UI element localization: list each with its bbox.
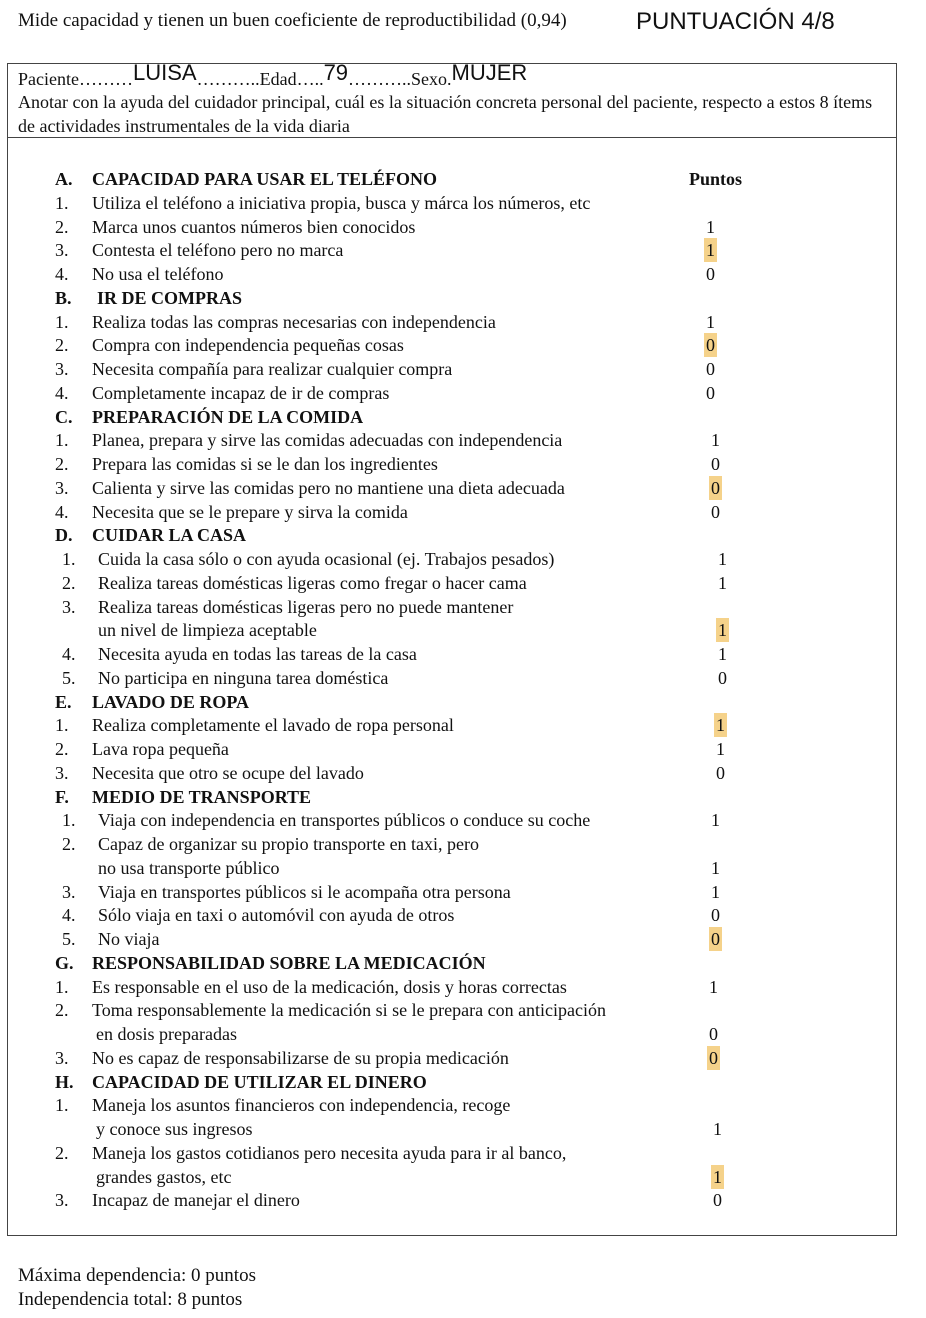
section-title: LAVADO DE ROPA (92, 691, 250, 712)
item-number: 2. (55, 739, 69, 759)
patient-line (18, 60, 528, 91)
item-text: Necesita que otro se ocupe del lavado (92, 762, 364, 783)
item-text: Es responsable en el uso de la medicación, dosis y horas correctas (92, 976, 567, 997)
scale-description: Mide capacidad y tienen un buen coeficiente de reproductibilidad (0,94) (18, 10, 567, 31)
item-number: 1. (55, 715, 69, 736)
item-number: 3. (55, 762, 69, 783)
selected-points: 1 (713, 1166, 722, 1187)
label-edad: Edad….. (259, 69, 324, 89)
item-number: 1. (55, 192, 69, 213)
item-points: 1 (706, 216, 715, 237)
item-number: 4. (62, 644, 76, 664)
footer-max-dependence: Máxima dependencia: 0 puntos (18, 1265, 256, 1286)
item-text: Realiza todas las compras necesarias con independencia (92, 311, 496, 332)
item-points: 1 (718, 549, 727, 569)
section-letter: F. (55, 786, 69, 807)
item-number: 3. (55, 240, 69, 261)
item-points: 1 (706, 311, 715, 332)
item-text: en dosis preparadas (96, 1024, 237, 1044)
item-text: No participa en ninguna tarea doméstica (98, 667, 389, 688)
section-title: CUIDAR LA CASA (92, 525, 247, 546)
item-points: 1 (718, 644, 727, 664)
item-points: 1 (711, 810, 720, 831)
dots-1: ……….. (196, 69, 260, 89)
total-score: PUNTUACIÓN 4/8 (636, 8, 835, 35)
item-text: Toma responsablemente la medicación si se le prepara con anticipación (92, 1000, 607, 1021)
item-points: 0 (706, 264, 715, 284)
item-text: No es capaz de responsabilizarse de su propia medicación (92, 1047, 509, 1068)
item-text: Necesita ayuda en todas las tareas de la casa (98, 644, 417, 664)
item-points: 0 (711, 454, 720, 474)
patient-age: 79 (323, 60, 349, 85)
selected-points: 0 (711, 477, 720, 498)
item-text: Cuida la casa sólo o con ayuda ocasional (ej. Trabajos pesados) (98, 549, 555, 569)
item-text: Planea, prepara y sirve las comidas adecuadas con independencia (92, 430, 563, 451)
item-number: 3. (62, 596, 76, 617)
dots-2: ……….. (348, 69, 412, 89)
item-points: 0 (706, 382, 715, 403)
section-title: MEDIO DE TRANSPORTE (92, 786, 312, 807)
item-text: Maneja los gastos cotidianos pero necesita ayuda para ir al banco, (92, 1142, 567, 1163)
item-text: Contesta el teléfono pero no marca (92, 240, 344, 261)
item-text: no usa transporte público (98, 857, 280, 878)
item-text: No viaja (98, 929, 160, 949)
item-text: Compra con independencia pequeñas cosas (92, 335, 404, 356)
item-text: Lava ropa pequeña (92, 739, 229, 759)
selected-points: 1 (718, 620, 727, 641)
item-text: Calienta y sirve las comidas pero no mantiene una dieta adecuada (92, 477, 565, 498)
item-points: 1 (718, 572, 727, 593)
item-number: 3. (55, 359, 69, 379)
item-number: 1. (62, 810, 76, 831)
item-number: 4. (55, 264, 69, 284)
item-text: grandes gastos, etc (96, 1166, 232, 1187)
item-text: Necesita que se le prepare y sirva la comida (92, 501, 408, 522)
item-number: 1. (55, 311, 69, 332)
item-number: 2. (62, 572, 76, 593)
section-title: PREPARACIÓN DE LA COMIDA (92, 406, 364, 427)
item-points: 1 (711, 430, 720, 451)
item-text: y conoce sus ingresos (96, 1119, 253, 1139)
section-letter: B. (55, 287, 72, 308)
item-text: un nivel de limpieza aceptable (98, 620, 317, 641)
item-number: 3. (55, 477, 69, 498)
instructions: Anotar con la ayuda del cuidador principal, cuál es la situación concreta personal del paciente, respecto a estos 8 ítems de actividades instrumentales de la vida diaria (18, 92, 873, 136)
item-number: 5. (62, 929, 76, 949)
item-text: Viaja con independencia en transportes públicos o conduce su coche (98, 810, 591, 831)
item-points: 1 (711, 857, 720, 878)
item-number: 1. (55, 976, 69, 997)
item-points: 1 (711, 881, 720, 902)
item-number: 2. (55, 335, 69, 356)
item-text: Realiza completamente el lavado de ropa personal (92, 715, 454, 736)
selected-points: 0 (711, 929, 720, 949)
item-number: 1. (55, 430, 69, 451)
item-text: Necesita compañía para realizar cualquier compra (92, 359, 453, 379)
item-text: No usa el teléfono (92, 264, 224, 284)
item-number: 4. (55, 501, 69, 522)
item-text: Capaz de organizar su propio transporte en taxi, pero (98, 834, 480, 854)
label-paciente: Paciente……… (18, 69, 133, 89)
item-text: Realiza tareas domésticas ligeras como fregar o hacer cama (98, 572, 527, 593)
patient-name: LUISA (132, 60, 197, 85)
footer-total-independence: Independencia total: 8 puntos (18, 1289, 243, 1310)
selected-points: 1 (706, 240, 715, 261)
item-number: 2. (55, 454, 69, 474)
item-text: Completamente incapaz de ir de compras (92, 382, 390, 403)
section-title: CAPACIDAD PARA USAR EL TELÉFONO (92, 169, 438, 189)
item-points: 0 (709, 1024, 718, 1044)
section-title: RESPONSABILIDAD SOBRE LA MEDICACIÓN (92, 952, 486, 973)
item-text: Sólo viaja en taxi o automóvil con ayuda de otros (98, 905, 455, 926)
section-letter: A. (55, 169, 73, 189)
selected-points: 1 (716, 715, 725, 736)
selected-points: 0 (706, 335, 715, 356)
item-text: Viaja en transportes públicos si le acompaña otra persona (98, 881, 511, 902)
item-points: 1 (713, 1119, 722, 1139)
section-letter: D. (55, 525, 73, 546)
section-title: CAPACIDAD DE UTILIZAR EL DINERO (92, 1071, 427, 1092)
item-text: Prepara las comidas si se le dan los ingredientes (92, 454, 438, 474)
section-letter: C. (55, 406, 73, 427)
item-points: 1 (709, 976, 718, 997)
item-number: 2. (55, 216, 69, 237)
section-title: IR DE COMPRAS (97, 287, 243, 308)
item-number: 3. (62, 881, 76, 902)
item-points: 0 (716, 762, 725, 783)
item-points: 0 (706, 359, 715, 379)
item-points: 0 (711, 501, 720, 522)
item-number: 1. (55, 1095, 69, 1116)
item-number: 2. (55, 1142, 69, 1163)
item-points: 0 (713, 1190, 722, 1211)
label-sexo: Sexo. (411, 69, 452, 89)
item-points: 0 (718, 667, 727, 688)
section-letter: E. (55, 691, 72, 712)
item-text: Utiliza el teléfono a iniciativa propia, busca y márca los números, etc (92, 192, 591, 213)
patient-sex: MUJER (451, 60, 528, 85)
item-number: 2. (55, 1000, 69, 1021)
item-text: Incapaz de manejar el dinero (92, 1190, 300, 1211)
item-number: 5. (62, 667, 76, 688)
item-text: Realiza tareas domésticas ligeras pero no puede mantener (98, 596, 514, 617)
item-number: 4. (62, 905, 76, 926)
section-letter: G. (55, 952, 74, 973)
item-text: Maneja los asuntos financieros con independencia, recoge (92, 1095, 511, 1116)
points-column-header: Puntos (689, 169, 743, 189)
item-points: 1 (716, 739, 725, 759)
section-letter: H. (55, 1071, 74, 1092)
item-number: 1. (62, 549, 76, 569)
item-number: 4. (55, 382, 69, 403)
item-number: 3. (55, 1047, 69, 1068)
selected-points: 0 (709, 1047, 718, 1068)
item-points: 0 (711, 905, 720, 926)
item-number: 3. (55, 1190, 69, 1211)
item-text: Marca unos cuantos números bien conocidos (92, 216, 416, 237)
item-number: 2. (62, 834, 76, 854)
